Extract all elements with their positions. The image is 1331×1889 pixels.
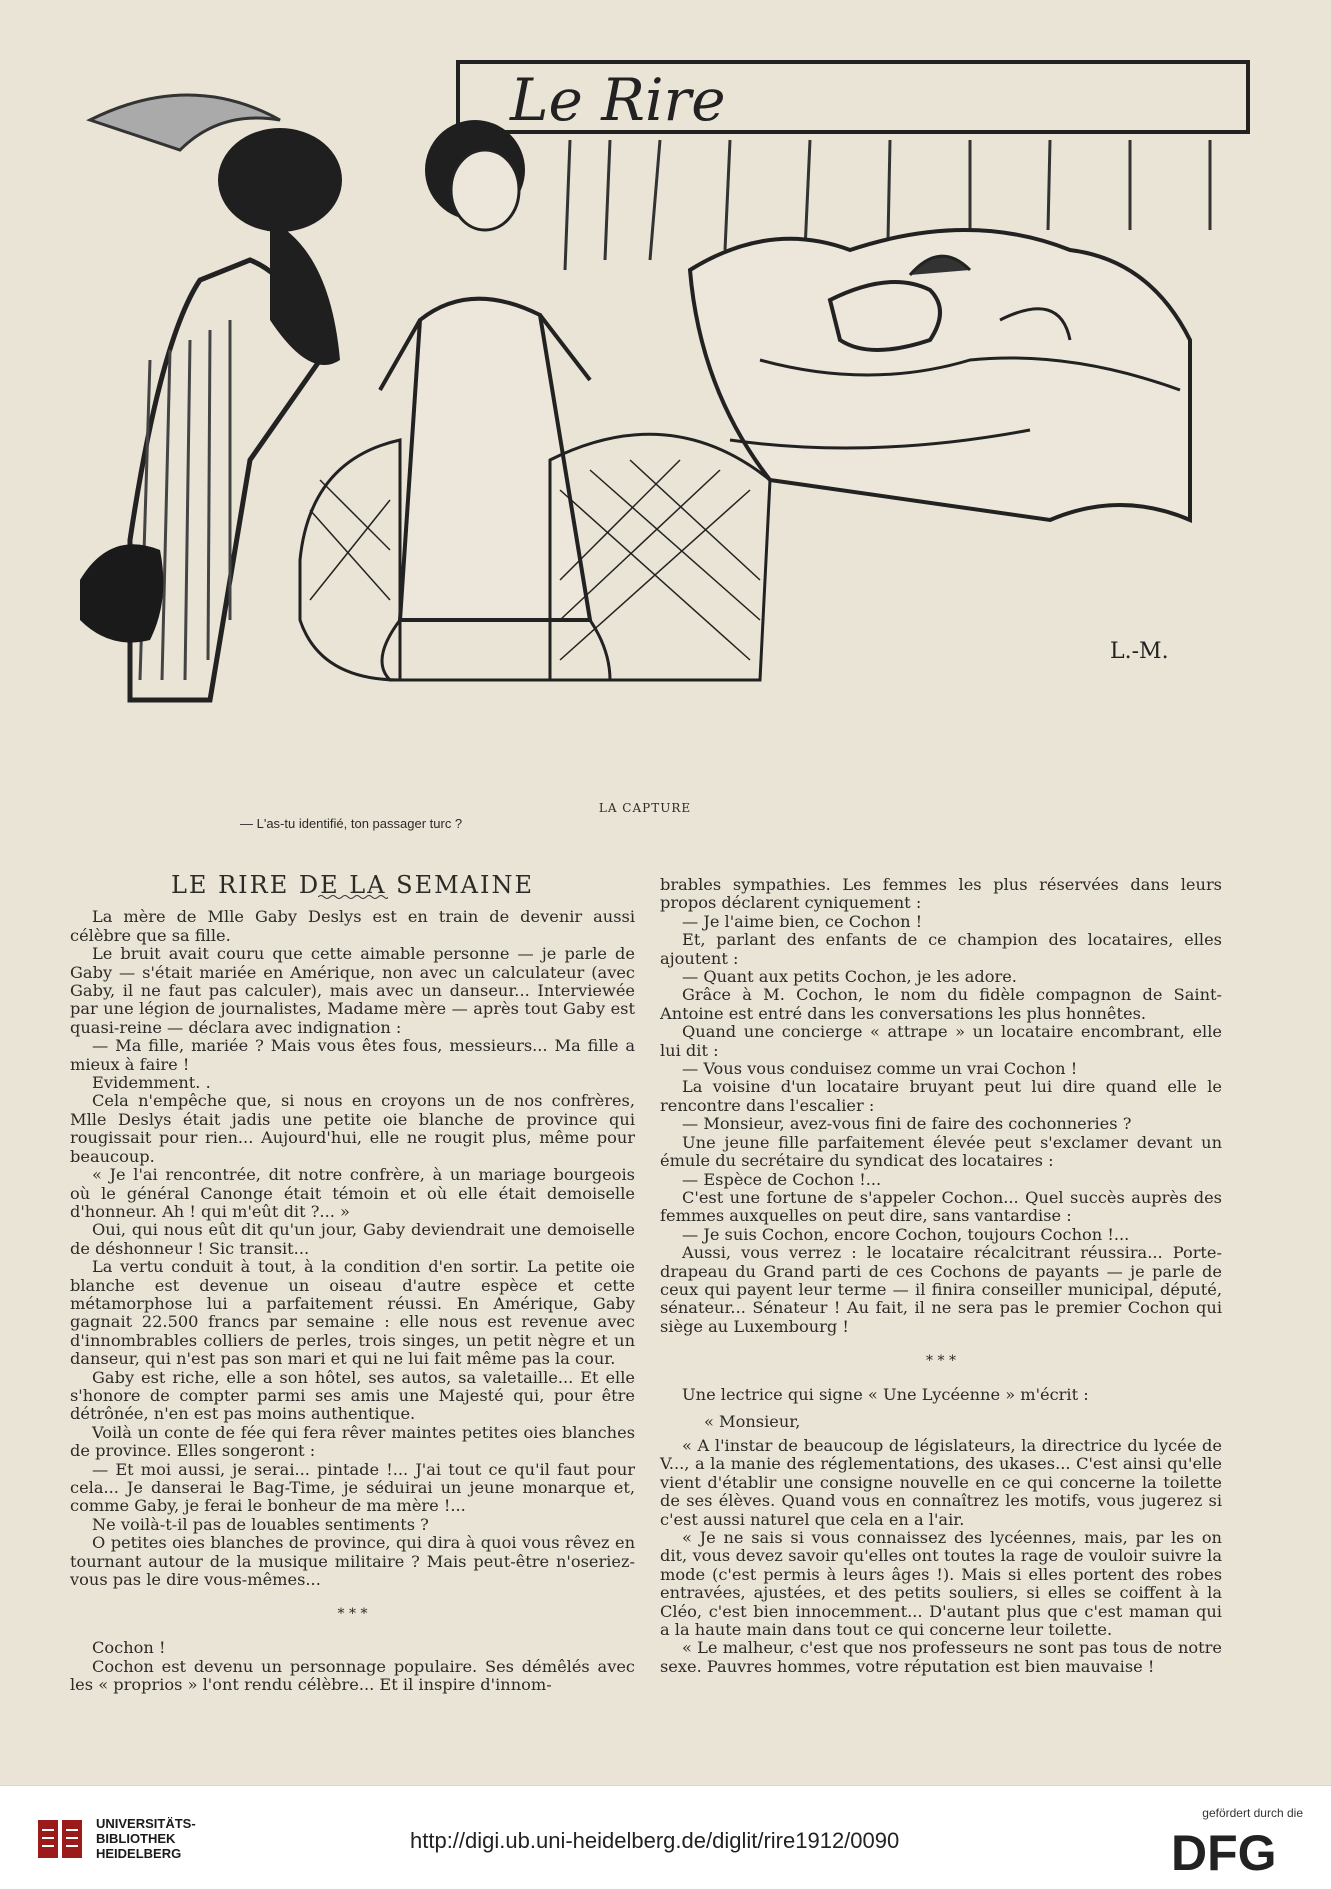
paragraph: Et, parlant des enfants de ce champion des locataires, elles ajoutent : bbox=[660, 930, 1222, 968]
dfg-logo-icon bbox=[1171, 1828, 1301, 1874]
banner-text: Le Rire bbox=[510, 66, 726, 134]
paragraph: Aussi, vous verrez : le locataire récalcitrant réussira... Porte-drapeau du Grand parti de ces Cochons de payants — je parle de ceux qui payent leur terme — il finira conseiller municipal, député, sénateur... Sénateur ! Au fait, il ne sera pas le premier Cochon qui siège au Luxembourg ! bbox=[660, 1243, 1222, 1336]
paragraph: « A l'instar de beaucoup de législateurs, la directrice du lycée de V..., a la manie des réglementations, des ukases... C'est ainsi qu'elle vient d'établir une consigne nouvelle en ce qui concerne la toilette de ses élèves. Quand vous en connaîtrez les motifs, vous jugerez si c'est aussi naturel que cela en a l'air. bbox=[660, 1435, 1222, 1529]
article-heading: LE RIRE DE LA SEMAINE bbox=[170, 871, 534, 899]
paragraph: — Et moi aussi, je serai... pintade !... J'ai tout ce qu'il faut pour cela... Je danserai le Bag-Time, je séduirai un jeune monarque et, comme Gaby, je ferai le bonheur de ma mère !... bbox=[70, 1459, 635, 1516]
digitization-footer bbox=[0, 1785, 1331, 1889]
paragraph: — Vous vous conduisez comme un vrai Cochon ! bbox=[682, 1059, 1078, 1079]
svg-text:DFG: DFG bbox=[1171, 1828, 1277, 1874]
artist-signature: L.-M. bbox=[1110, 639, 1169, 664]
paragraph: Quand une concierge « attrape » un locataire encombrant, elle lui dit : bbox=[660, 1022, 1222, 1060]
paragraph: La voisine d'un locataire bruyant peut lui dire quand elle le rencontre dans l'escalier : bbox=[660, 1077, 1222, 1115]
woman-with-hat-figure bbox=[80, 95, 342, 700]
paragraph: — Espèce de Cochon !... bbox=[682, 1169, 882, 1189]
young-woman-figure bbox=[380, 120, 610, 680]
caption-line: — L'as-tu identifié, ton passager turc ? bbox=[240, 816, 463, 831]
right-column bbox=[660, 876, 1222, 1676]
university-library-name: UNIVERSITÄTS- BIBLIOTHEK HEIDELBERG bbox=[96, 1816, 196, 1861]
caption-title: LA CAPTURE bbox=[598, 801, 692, 815]
paragraph: Le bruit avait couru que cette aimable personne — je parle de Gaby — s'était mariée en Amérique, non avec un calculateur (avec Gaby, il ne faut pas calculer), mais avec un danseur... Interviewée par une légion de journalistes, Madame mère — après tout Gaby est quasi-reine — déclara avec indignation : bbox=[70, 944, 635, 1037]
paragraph: — Ma fille, mariée ? Mais vous êtes fous, messieurs... Ma fille a mieux à faire ! bbox=[70, 1036, 635, 1074]
paragraph: brables sympathies. Les femmes les plus réservées dans leurs propos déclarent cyniquement : bbox=[660, 875, 1222, 913]
university-library-logo-icon bbox=[36, 1816, 86, 1862]
paragraph: Cochon est devenu un personnage populaire. Ses démêlés avec les « proprios » l'ont rendu célèbre... Et il inspire d'innom- bbox=[70, 1656, 635, 1695]
paragraph: C'est une fortune de s'appeler Cochon... Quel succès auprès des femmes auxquelles on peut dire, sans vantardise : bbox=[660, 1187, 1222, 1226]
left-column bbox=[70, 871, 635, 1695]
bed-with-sleeping-man bbox=[690, 230, 1190, 520]
paragraph: Gaby est riche, elle a son hôtel, ses autos, sa valetaille... Et elle s'honore de compter parmi ses amis une Majesté qui, pour être détrônée, n'en est pas moins authentique. bbox=[70, 1367, 635, 1424]
paragraph: « Monsieur, bbox=[704, 1411, 801, 1431]
paragraph: « Le malheur, c'est que nos professeurs ne sont pas tous de notre sexe. Pauvres hommes, votre réputation est bien mauvaise ! bbox=[660, 1638, 1222, 1676]
section-separator-stars: * * * bbox=[337, 1606, 368, 1623]
paragraph: — Monsieur, avez-vous fini de faire des cochonneries ? bbox=[682, 1114, 1132, 1134]
paragraph: Ne voilà-t-il pas de louables sentiments ? bbox=[92, 1514, 429, 1534]
paragraph: Voilà un conte de fée qui fera rêver maintes petites oies blanches de province. Elles songeront : bbox=[70, 1422, 635, 1461]
paragraph: — Quant aux petits Cochon, je les adore. bbox=[682, 967, 1017, 987]
paragraph: Cochon ! bbox=[92, 1638, 166, 1658]
paragraph: Une jeune fille parfaitement élevée peut s'exclamer devant un émule du secrétaire du syndicat des locataires : bbox=[660, 1132, 1222, 1171]
section-separator-stars: * * * bbox=[926, 1353, 956, 1370]
cartoon-drawing bbox=[70, 60, 1260, 790]
paragraph: O petites oies blanches de province, qui dira à quoi vous rêvez en tournant autour de la musique militaire ? Mais peut-être n'oseriez-vous pas le dire vous-mêmes... bbox=[70, 1533, 635, 1590]
paragraph: Grâce à M. Cochon, le nom du fidèle compagnon de Saint-Antoine est entré dans les conversations les plus honnêtes. bbox=[660, 985, 1222, 1023]
source-url-link[interactable]: http://digi.ub.uni-heidelberg.de/diglit/rire1912/0090 bbox=[410, 1828, 900, 1853]
paragraph: — Je l'aime bien, ce Cochon ! bbox=[682, 911, 923, 931]
paragraph: « Je ne sais si vous connaissez des lycéennes, mais, par les on dit, vous devez savoir qu'elles ont toutes la rage de vouloir suivre la mode (c'est permis à leurs âges !). Mais si elles portent des robes entravées, ajustées, et des petits souliers, si elles se coiffent à la Cléo, c'est bien innocemment... D'autant plus que c'est maman qui a la haute main dans tout ce qui concerne leur toilette. bbox=[660, 1528, 1222, 1640]
paragraph: « Je l'ai rencontrée, dit notre confrère, à un mariage bourgeois où le général Canonge était témoin et où elle était demoiselle d'honneur. Ah ! qui m'eût dit ?... » bbox=[70, 1165, 635, 1221]
sponsor-label: gefördert durch die bbox=[1202, 1806, 1303, 1820]
cartoon-illustration bbox=[70, 60, 1260, 790]
paragraph: Cela n'empêche que, si nous en croyons un de nos confrères, Mlle Deslys était jadis une petite oie blanche de province qui rougissait pour rien... Aujourd'hui, elle ne rougit plus, même pour beaucoup. bbox=[70, 1091, 635, 1166]
paragraph: La vertu conduit à tout, à la condition d'en sortir. La petite oie blanche est devenue un oiseau d'autre espèce et cette métamorphose lui a parfaitement réussi. En Amérique, Gaby gagnait 22.500 francs par semaine : elle nous est revenue avec d'innombrables colliers de perles, trois singes, un petit nègre et un danseur, qui n'est pas son mari et qui ne lui fait même pas la cour. bbox=[70, 1257, 635, 1369]
paragraph: La mère de Mlle Gaby Deslys est en train de devenir aussi célèbre que sa fille. bbox=[70, 907, 635, 945]
paragraph: Oui, qui nous eût dit qu'un jour, Gaby deviendrait une demoiselle de déshonneur ! Sic transit... bbox=[70, 1220, 635, 1258]
paragraph: Evidemment. . bbox=[92, 1073, 211, 1093]
paragraph: Une lectrice qui signe « Une Lycéenne » m'écrit : bbox=[682, 1385, 1089, 1405]
paragraph: — Je suis Cochon, encore Cochon, toujours Cochon !... bbox=[682, 1224, 1130, 1244]
